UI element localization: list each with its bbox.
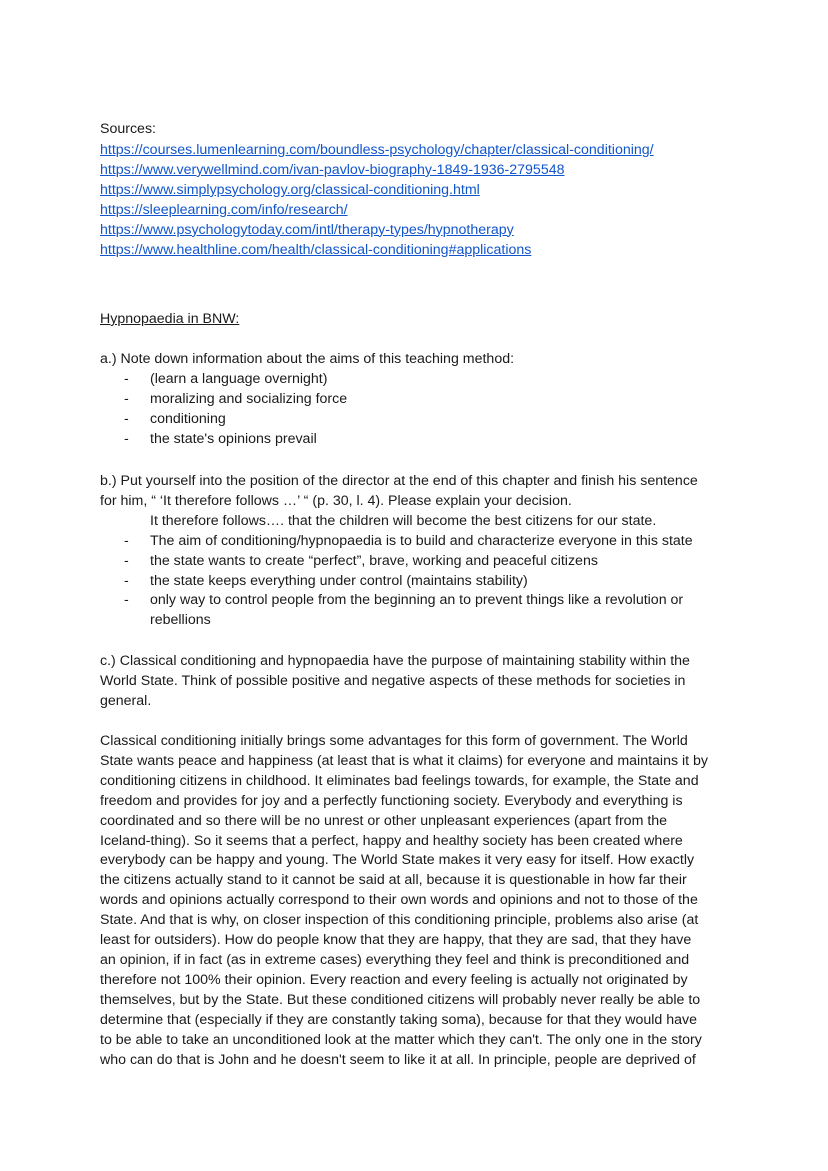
essay-line: least for outsiders). How do people know that they are happy, that they are sad, that they have (100, 932, 692, 949)
source-link[interactable]: https://www.psychologytoday.com/intl/therapy-types/hypnotherapy (100, 221, 514, 238)
question-c-line: World State. Think of possible positive and negative aspects of these methods for societies in (100, 672, 686, 689)
essay-line: an opinion, if in fact (as in extreme cases) everything they feel and think is preconditioned and (100, 951, 690, 968)
essay-line: themselves, but by the State. But these conditioned citizens will probably never really be able to (100, 991, 701, 1008)
essay-line: freedom and provides for joy and a perfectly functioning society. Everybody and everything is (100, 792, 683, 809)
essay-line: the citizens actually stand to it cannot be said at all, because it is questionable in how far their (100, 872, 687, 889)
question-c-line: general. (100, 692, 152, 709)
dash-bullet: - (124, 390, 129, 407)
dash-bullet: - (124, 370, 129, 387)
source-link[interactable]: https://www.simplypsychology.org/classical-conditioning.html (100, 181, 480, 198)
list-item-text: the state's opinions prevail (150, 430, 317, 447)
question-a-prompt: a.) Note down information about the aims of this teaching method: (100, 351, 515, 367)
question-b (100, 472, 740, 631)
list-item (100, 390, 740, 410)
source-link[interactable]: https://www.verywellmind.com/ivan-pavlov-biography-1849-1936-2795548 (100, 161, 565, 178)
essay-paragraph (100, 732, 740, 1070)
list-item (100, 370, 740, 390)
essay-line: therefore not 100% their opinion. Every reaction and every feeling is actually not originated by (100, 971, 688, 988)
list-item-text: the state wants to create “perfect”, brave, working and peaceful citizens (150, 552, 598, 569)
question-b-answer-intro: It therefore follows…. that the children will become the best citizens for our state. (150, 512, 657, 529)
essay-line: determine that (especially if they are constantly taking soma), because for that they would have (100, 1011, 697, 1028)
question-c-line: c.) Classical conditioning and hypnopaedia have the purpose of maintaining stability within the (100, 653, 690, 669)
list-item (100, 552, 740, 572)
list-item-text: The aim of conditioning/hypnopaedia is to build and characterize everyone in this state (150, 532, 693, 549)
essay-line: to be able to take an unconditioned look at the matter which they can't. The only one in the story (100, 1031, 702, 1048)
essay-line: everybody can be happy and young. The World State makes it very easy for itself. How exactly (100, 852, 695, 869)
list-item (100, 532, 740, 552)
dash-bullet: - (124, 572, 129, 589)
sources-label: Sources: (100, 121, 156, 137)
sources-link-list (100, 141, 740, 260)
essay-line: State. And that is why, on closer inspection of this conditioning principle, problems also arise (at (100, 912, 699, 929)
list-item (100, 591, 740, 611)
question-b-prompt-line: for him, “ ‘It therefore follows …’ “ (p. 30, l. 4). Please explain your decision. (100, 492, 572, 509)
list-item-text: only way to control people from the beginning an to prevent things like a revolution or (150, 592, 684, 609)
question-b-list (100, 532, 740, 632)
question-b-prompt-line: b.) Put yourself into the position of the director at the end of this chapter and finish his sentence (100, 473, 698, 489)
essay-line: conditioning citizens in childhood. It eliminates bad feelings towards, for example, the State and (100, 772, 699, 789)
dash-bullet: - (124, 552, 129, 569)
essay-line: Classical conditioning initially brings some advantages for this form of government. The World (100, 733, 688, 749)
section-heading: Hypnopaedia in BNW: (100, 311, 240, 327)
list-item (100, 410, 740, 430)
question-a-list (100, 370, 740, 450)
essay-line: words and opinions actually correspond to their own words and opinions and not to those of the (100, 892, 698, 909)
list-item-text: (learn a language overnight) (150, 370, 328, 387)
list-item-continuation (100, 611, 740, 631)
source-link[interactable]: https://courses.lumenlearning.com/boundless-psychology/chapter/classical-conditioning/ (100, 142, 654, 158)
list-item-text: moralizing and socializing force (150, 390, 348, 407)
question-a (100, 350, 740, 450)
question-c (100, 652, 740, 712)
source-link[interactable]: https://sleeplearning.com/info/research/ (100, 201, 348, 218)
essay-line: Iceland-thing). So it seems that a perfect, happy and healthy society has been created where (100, 832, 683, 849)
dash-bullet: - (124, 430, 129, 447)
dash-bullet: - (124, 592, 129, 609)
list-item-text: conditioning (150, 410, 226, 427)
dash-bullet: - (124, 410, 129, 427)
dash-bullet: - (124, 532, 129, 549)
list-item (100, 430, 740, 450)
list-item-text: the state keeps everything under control (maintains stability) (150, 572, 528, 589)
essay-line: who can do that is John and he doesn't seem to like it at all. In principle, people are deprived of (100, 1051, 696, 1068)
list-item-text: rebellions (150, 612, 211, 629)
essay-line: State wants peace and happiness (at least that is what it claims) for everyone and maintains it by (100, 752, 709, 769)
list-item (100, 572, 740, 592)
essay-line: coordinated and so there will be no unrest or other unpleasant experiences (apart from the (100, 812, 668, 829)
source-link[interactable]: https://www.healthline.com/health/classical-conditioning#applications (100, 241, 532, 258)
